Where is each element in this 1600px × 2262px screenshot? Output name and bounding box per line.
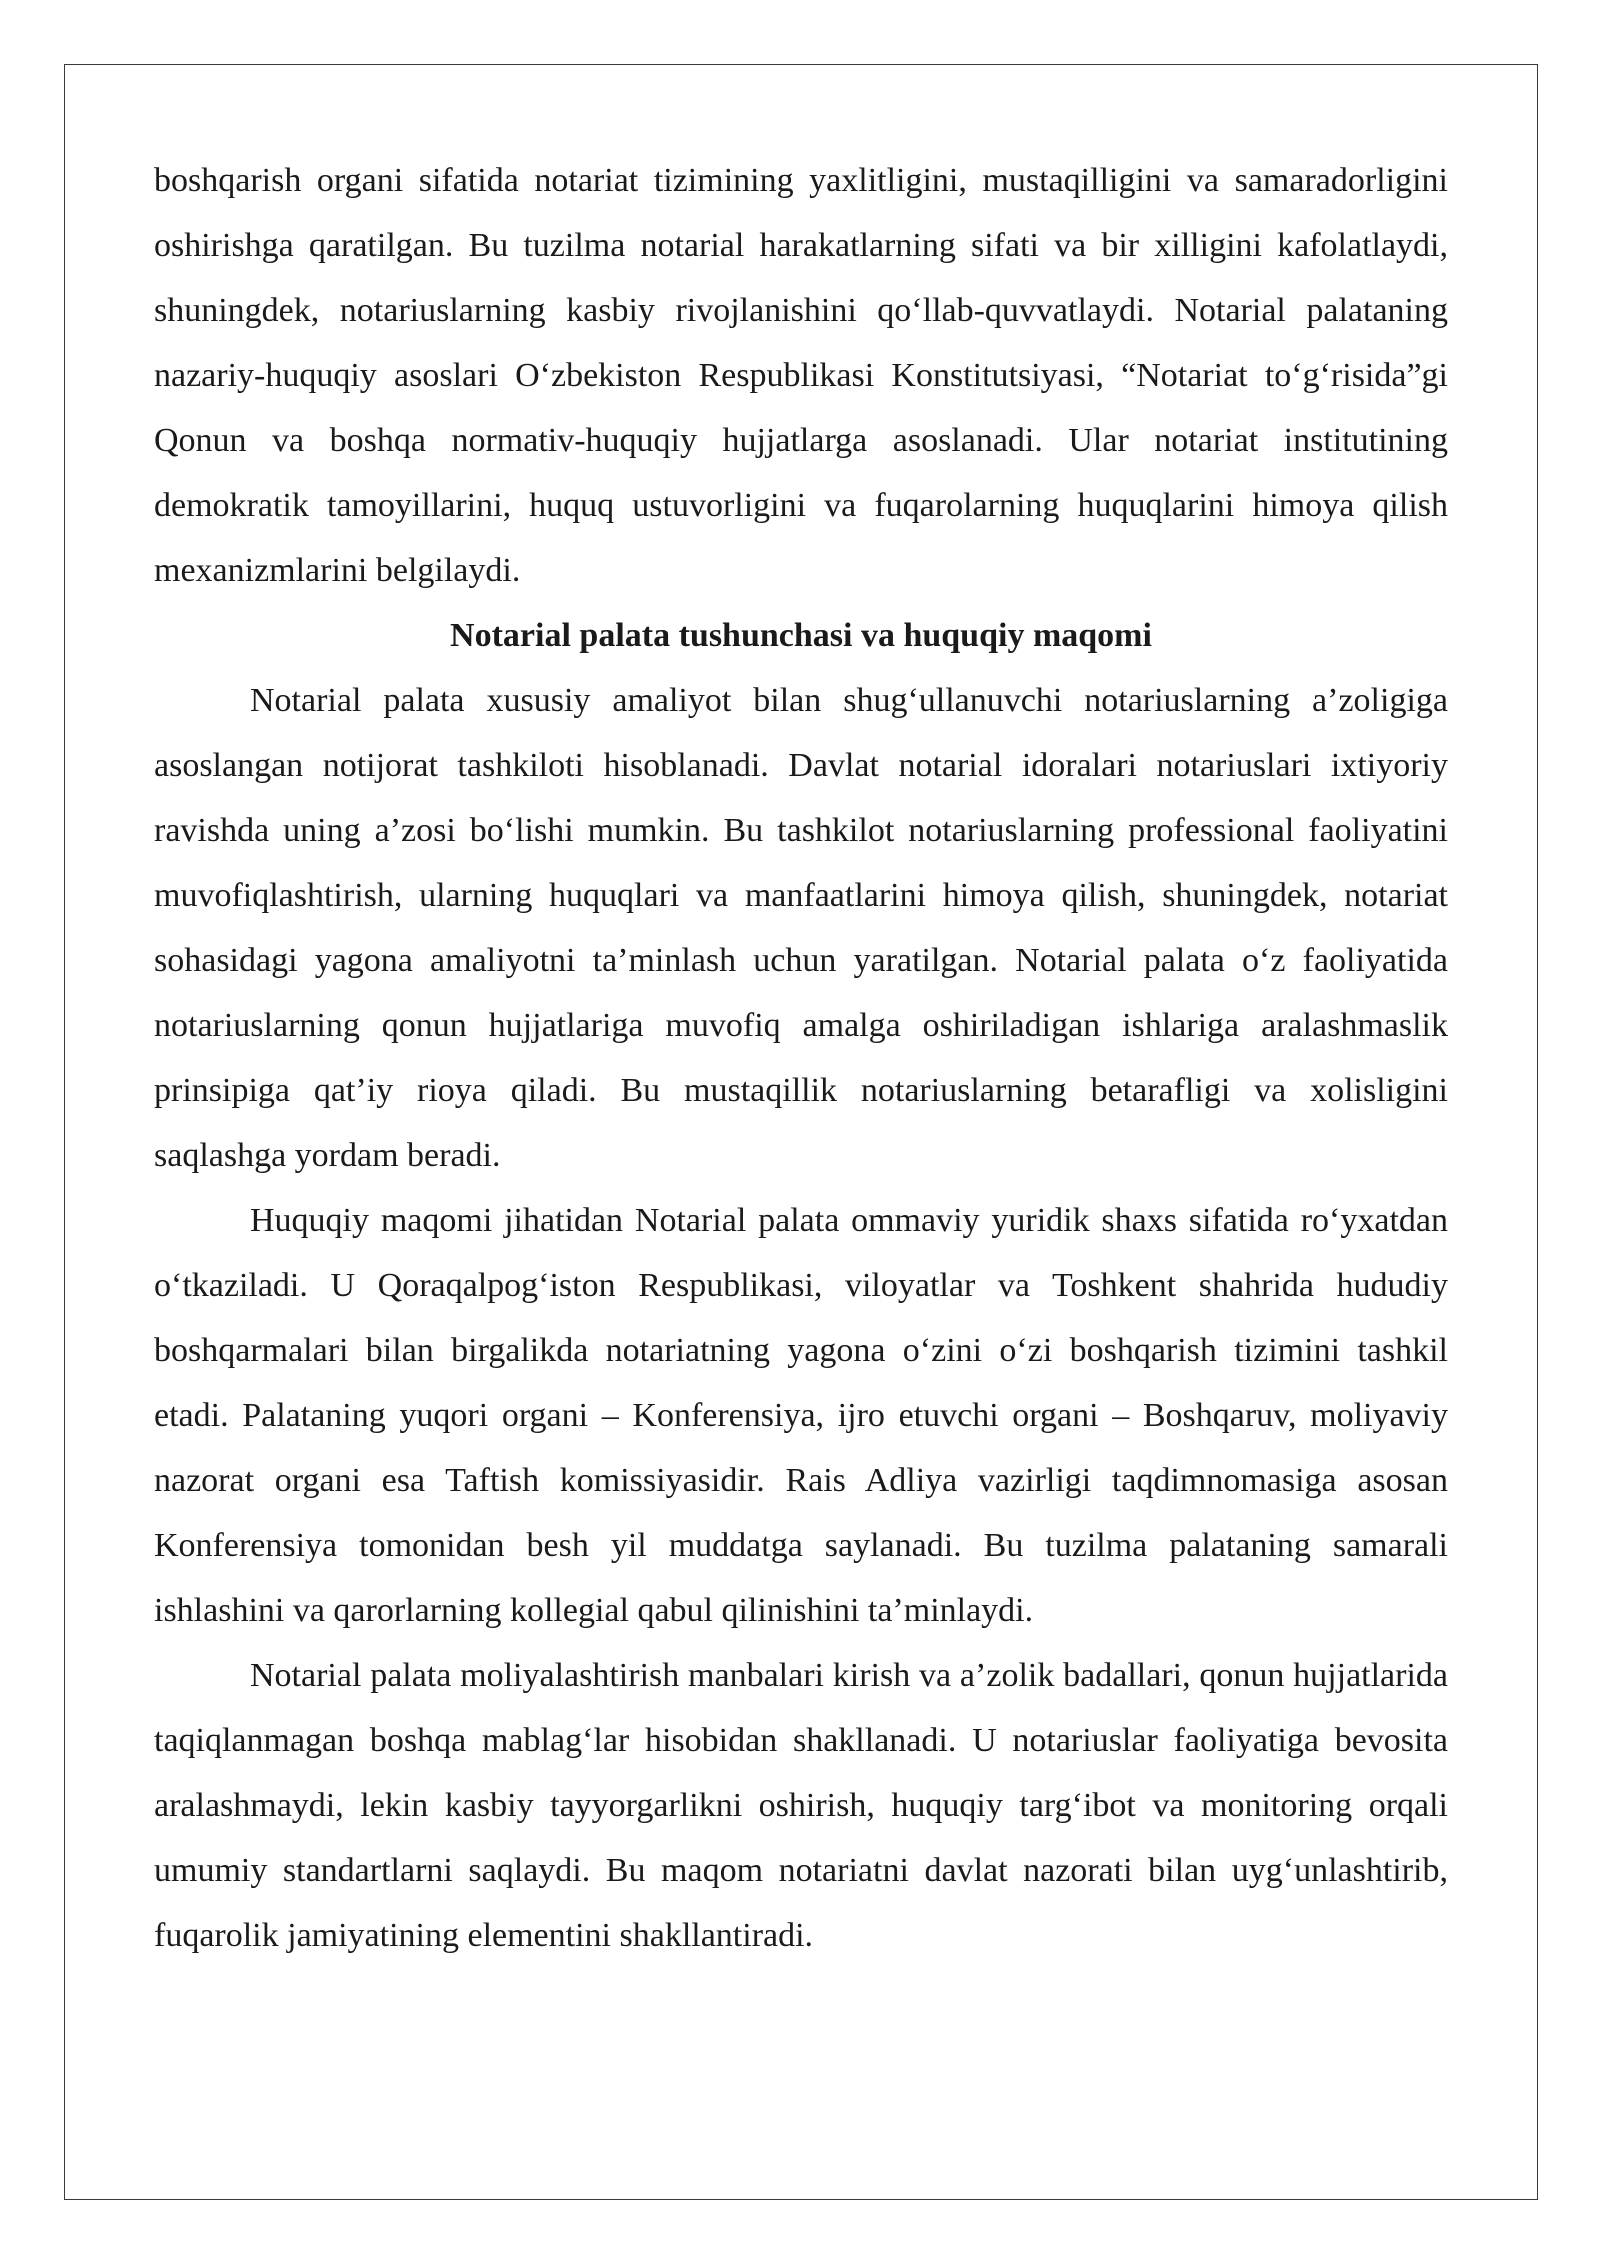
paragraph-3: Notarial palata moliyalashtirish manbalari kirish va a’zolik badallari, qonun hujjatlarida taqiqlanmagan boshqa mablag‘lar hisobidan shakllanadi. U notariuslar faoliyatiga bevosita aralashmaydi, lekin kasbiy tayyorgarlikni oshirish, huquqiy targ‘ibot va monitoring orqali umumiy standartlarni saqlaydi. Bu maqom notariatni davlat nazorati bilan uyg‘unlashtirib, fuqarolik jamiyatining elementini shakllantiradi. (154, 1657, 1448, 1954)
document-body (154, 148, 1448, 1968)
section-heading: Notarial palata tushunchasi va huquqiy maqomi (450, 617, 1152, 654)
paragraph-intro: boshqarish organi sifatida notariat tizimining yaxlitligini, mustaqilligini va samaradorligini oshirishga qaratilgan. Bu tuzilma notarial harakatlarning sifati va bir xilligini kafolatlaydi, shuningdek, notariuslarning kasbiy rivojlanishini qo‘llab-quvvatlaydi. Notarial palataning nazariy-huquqiy asoslari O‘zbekiston Respublikasi Konstitutsiyasi, “Notariat to‘g‘risida”gi Qonun va boshqa normativ-huquqiy hujjatlarga asoslanadi. Ular notariat institutining demokratik tamoyillarini, huquq ustuvorligini va fuqarolarning huquqlarini himoya qilish mexanizmlarini belgilaydi. (154, 162, 1448, 589)
paragraph-2: Huquqiy maqomi jihatidan Notarial palata ommaviy yuridik shaxs sifatida ro‘yxatdan o‘tkaziladi. U Qoraqalpog‘iston Respublikasi, viloyatlar va Toshkent shahrida hududiy boshqarmalari bilan birgalikda notariatning yagona o‘zini o‘zi boshqarish tizimini tashkil etadi. Palataning yuqori organi – Konferensiya, ijro etuvchi organi – Boshqaruv, moliyaviy nazorat organi esa Taftish komissiyasidir. Rais Adliya vazirligi taqdimnomasiga asosan Konferensiya tomonidan besh yil muddatga saylanadi. Bu tuzilma palataning samarali ishlashini va qarorlarning kollegial qabul qilinishini ta’minlaydi. (154, 1202, 1448, 1629)
paragraph-1: Notarial palata xususiy amaliyot bilan shug‘ullanuvchi notariuslarning a’zoligiga asoslangan notijorat tashkiloti hisoblanadi. Davlat notarial idoralari notariuslari ixtiyoriy ravishda uning a’zosi bo‘lishi mumkin. Bu tashkilot notariuslarning professional faoliyatini muvofiqlashtirish, ularning huquqlari va manfaatlarini himoya qilish, shuningdek, notariat sohasidagi yagona amaliyotni ta’minlash uchun yaratilgan. Notarial palata o‘z faoliyatida notariuslarning qonun hujjatlariga muvofiq amalga oshiriladigan ishlariga aralashmaslik prinsipiga qat’iy rioya qiladi. Bu mustaqillik notariuslarning betarafligi va xolisligini saqlashga yordam beradi. (154, 682, 1448, 1174)
